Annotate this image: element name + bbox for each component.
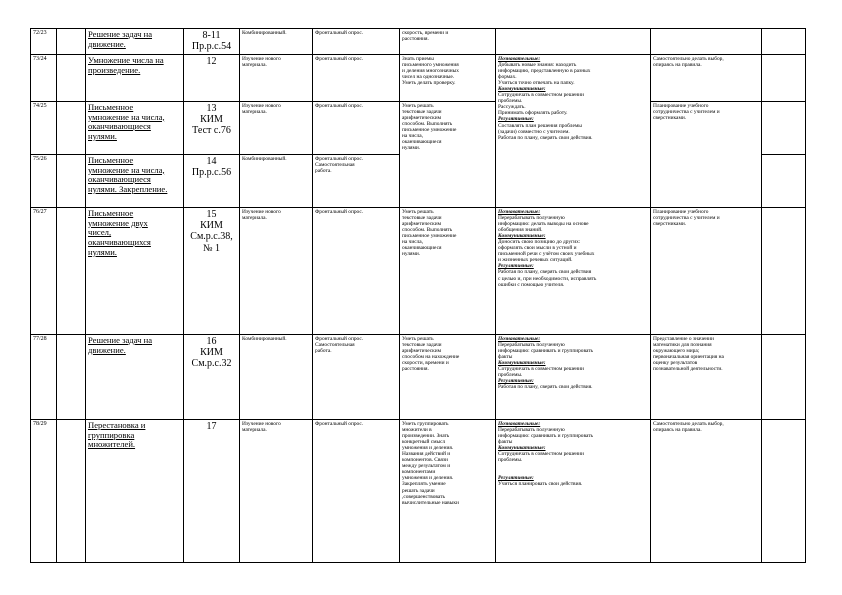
cell-line: письменное умножение [402, 127, 457, 134]
cell-line: окружающего мира; [653, 348, 700, 355]
cell-line: Планирование учебного [653, 103, 709, 109]
cell-line: опираясь на правила. [653, 62, 702, 69]
lesson-topic [86, 335, 184, 420]
control-form [313, 155, 400, 208]
cell-line: Закреплять умение [402, 481, 446, 488]
lesson-topic [86, 102, 184, 155]
cell-line: способом. Выполнять [402, 121, 453, 128]
uud-results [496, 420, 651, 563]
uud-heading: Регулятивные: [498, 475, 534, 482]
cell-line: Составлять план решения проблемы [498, 122, 582, 129]
cell-line: КИМ [200, 114, 223, 126]
cell-line: расстояния. [402, 36, 429, 43]
cell-line: оканчивающиеся [88, 174, 151, 185]
cell-line: Изучение нового [242, 421, 281, 427]
cell-line: произведении. Знать [402, 433, 450, 440]
cell-line: материала. [242, 215, 267, 222]
cell-line: проблемы. [498, 372, 523, 379]
uud-results [496, 208, 651, 335]
lesson-type [240, 335, 313, 420]
cell-line: Планирование учебного [653, 209, 709, 215]
cell-line: нулями. Закрепление. [88, 183, 168, 194]
cell-line: Уметь делать проверку. [402, 80, 456, 87]
cell-line: № 1 [202, 242, 221, 254]
cell-line: ,совершенствовать [402, 493, 445, 500]
cell-line: арифметическим [402, 348, 442, 355]
personal-results [651, 335, 762, 420]
lesson-reference [184, 29, 240, 55]
cell-line: факты [498, 354, 513, 361]
subject-results [400, 420, 496, 563]
cell-line: Изучение нового [242, 103, 281, 109]
cell-line: См.р.с.32 [191, 358, 232, 370]
cell-line: группировка [88, 429, 135, 440]
cell-line: материала. [242, 109, 267, 116]
control-form [313, 420, 400, 563]
lesson-number: 77/28 [31, 335, 57, 420]
uud-heading: Коммуникативные: [498, 360, 546, 367]
cell-line: арифметическим [402, 221, 442, 228]
cell-line: текстовые задачи [402, 215, 442, 222]
cell-line: 14 [206, 156, 217, 167]
blank-cell [762, 335, 806, 420]
control-form [313, 102, 400, 155]
cell-line: Рассуждать. [498, 104, 526, 111]
lesson-type [240, 29, 313, 55]
cell-line: между результатом и [402, 463, 451, 470]
cell-line: сотрудничества с учителем и [653, 109, 720, 116]
cell-line: Фронтальный опрос. [315, 103, 364, 109]
cell-line: письменное умножение [402, 233, 457, 240]
uud-results [496, 29, 651, 55]
subject-results [400, 208, 496, 335]
cell-line: письменной речи с учётом своих учебных [498, 251, 595, 258]
cell-line: умножения и деления. [402, 475, 454, 482]
lesson-topic [86, 155, 184, 208]
cell-line: 13 [206, 103, 217, 114]
personal-results [651, 55, 762, 102]
cell-line: 16 [206, 336, 217, 347]
blank-cell [762, 420, 806, 563]
lesson-type [240, 55, 313, 102]
cell-line: нулями. [402, 251, 421, 258]
cell-line: сверстниками. [653, 115, 687, 122]
cell-line: работа. [315, 348, 332, 355]
cell-line: Фронтальный опрос. [315, 209, 364, 215]
cell-line: движение. [88, 38, 126, 49]
lesson-reference [184, 102, 240, 155]
cell-line: Работая по плану, сверять свои действия [498, 269, 592, 276]
uud-heading: Коммуникативные: [498, 445, 546, 452]
table-row [31, 102, 806, 155]
lesson-reference [184, 55, 240, 102]
cell-line: Самостоятельная [315, 162, 355, 169]
cell-line: Комбинированный. [242, 30, 287, 36]
cell-line: скорости, времени и [402, 360, 449, 367]
table-row [31, 55, 806, 102]
control-form [313, 335, 400, 420]
lesson-topic [86, 420, 184, 563]
blank-cell [57, 102, 86, 155]
cell-line: информацию: сравнивать и группировать [498, 433, 594, 440]
cell-line: на числа, [402, 133, 424, 140]
cell-line: решать задачи [402, 487, 435, 494]
lesson-topic [86, 29, 184, 55]
cell-line: расстояния. [402, 366, 429, 373]
cell-line: конкретный смысл [402, 439, 446, 446]
cell-line: Перерабатывать полученную [498, 427, 565, 434]
cell-line: Сотрудничать в совместном решении [498, 451, 584, 458]
cell-line: Перерабатывать полученную [498, 342, 565, 349]
cell-line: чисел, [88, 227, 112, 238]
cell-line: Умножение числа на [88, 55, 164, 65]
personal-results [651, 208, 762, 335]
lesson-type [240, 208, 313, 335]
blank-cell [57, 29, 86, 55]
cell-line: способом. Выполнять [402, 227, 453, 234]
cell-line: Пр.р.с.54 [191, 41, 232, 53]
blank-cell [762, 208, 806, 335]
table-row [31, 29, 806, 55]
cell-line: Представление о значении [653, 336, 714, 342]
control-form [313, 55, 400, 102]
cell-line: информацию: сравнивать и группировать [498, 348, 594, 355]
cell-line: обобщения знаний. [498, 227, 543, 234]
cell-line: Добывать новые знания: находить [498, 62, 577, 69]
cell-line: Уметь решать [402, 103, 434, 109]
subject-results [400, 29, 496, 55]
lesson-reference [184, 155, 240, 208]
cell-line: и жизненных речевых ситуаций. [498, 257, 573, 264]
cell-line: материала. [242, 427, 267, 434]
lesson-type [240, 102, 313, 155]
control-form [313, 208, 400, 335]
cell-line: 8-11 [202, 30, 221, 41]
cell-line: Уметь решать [402, 209, 434, 215]
cell-line: Уметь решать [402, 336, 434, 342]
cell-line: компонентов. Связи [402, 457, 448, 464]
cell-line: информацию: делать выводы на основе [498, 221, 589, 228]
lesson-reference [184, 335, 240, 420]
lesson-topic [86, 55, 184, 102]
cell-line: информацию, представленную в разных [498, 68, 591, 75]
cell-line: сотрудничества с учителем и [653, 215, 720, 222]
cell-line: нулями. [88, 246, 117, 257]
cell-line: Знать приемы [402, 56, 434, 62]
cell-line: проблемы. [498, 457, 523, 464]
cell-line: оканчивающиеся [402, 139, 442, 146]
lesson-plan-table [30, 28, 806, 563]
cell-line: скорость, времени и [402, 30, 449, 36]
cell-line: с целью и, при необходимости, исправлять [498, 275, 597, 282]
cell-line: текстовые задачи [402, 342, 442, 349]
cell-line: Работая по плану, сверять свои действия. [498, 134, 593, 141]
lesson-number: 73/24 [31, 55, 57, 102]
cell-line: вычислительные навыки [402, 499, 459, 506]
lesson-number: 76/27 [31, 208, 57, 335]
subject-results [400, 55, 496, 102]
cell-line: Фронтальный опрос. [315, 336, 364, 342]
cell-line: Письменное [88, 208, 134, 218]
cell-line: Фронтальный опрос. [315, 56, 364, 62]
cell-line: Изучение нового [242, 209, 281, 215]
cell-line: формах. [498, 74, 517, 81]
lesson-number: 74/25 [31, 102, 57, 155]
cell-line: КИМ [200, 220, 223, 232]
cell-line: произведение. [88, 64, 141, 75]
uud-heading: Коммуникативные: [498, 86, 546, 93]
table-row [31, 335, 806, 420]
lesson-reference [184, 208, 240, 335]
subject-results [400, 335, 496, 420]
cell-line: Письменное [88, 102, 134, 112]
cell-line: письменного умножения [402, 62, 459, 69]
uud-results [496, 335, 651, 420]
uud-results [496, 55, 651, 208]
blank-cell [57, 155, 86, 208]
cell-line: Фронтальный опрос. [315, 421, 364, 427]
uud-heading: Познавательные: [498, 336, 541, 342]
cell-line: Фронтальный опрос. [315, 30, 364, 36]
blank-cell [57, 420, 86, 563]
lesson-type [240, 155, 313, 208]
uud-heading: Познавательные: [498, 421, 541, 427]
cell-line: Решение задач на [88, 335, 153, 345]
cell-line: Пр.р.с.56 [191, 167, 232, 179]
uud-heading: Регулятивные: [498, 263, 534, 270]
cell-line: множители в [402, 427, 432, 434]
cell-line: и деления многозначных [402, 68, 459, 75]
cell-line: чисел на однозначные. [402, 74, 455, 81]
lesson-type [240, 420, 313, 563]
uud-heading: Регулятивные: [498, 378, 534, 385]
control-form [313, 29, 400, 55]
cell-line: способом на нахождение [402, 354, 460, 361]
cell-line: движение. [88, 344, 126, 355]
cell-line: 12 [206, 56, 217, 67]
cell-line: умножение на числа, [88, 164, 165, 175]
personal-results [651, 29, 762, 55]
cell-line: оценку результатов [653, 360, 698, 367]
cell-line: Учиться точно отвечать на папку. [498, 80, 575, 87]
cell-line: умножение двух [88, 217, 148, 228]
cell-line: нулями. [402, 145, 421, 152]
cell-line: опираясь на правила. [653, 427, 702, 434]
cell-line: оканчивающихся [88, 236, 151, 247]
cell-line: ошибки с помощью учителя. [498, 281, 565, 288]
cell-line: Комбинированный. [242, 336, 287, 342]
table-row [31, 208, 806, 335]
blank-cell [57, 335, 86, 420]
lesson-reference [184, 420, 240, 563]
lesson-topic [86, 208, 184, 335]
cell-line: на числа, [402, 239, 424, 246]
cell-line: См.р.с.38, [190, 231, 233, 243]
cell-line: Письменное [88, 155, 134, 165]
lesson-number: 78/29 [31, 420, 57, 563]
cell-line: Изучение нового [242, 56, 281, 62]
cell-line: первоначальная ориентация на [653, 354, 724, 361]
cell-line: нулями. [88, 130, 117, 141]
blank-cell [762, 29, 806, 55]
cell-line: 17 [206, 421, 217, 432]
cell-line: Комбинированный. [242, 156, 287, 162]
cell-line: работа. [315, 168, 332, 175]
lesson-number: 75/26 [31, 155, 57, 208]
cell-line: Учиться планировать свои действия. [498, 481, 583, 488]
cell-line: Работая по плану, сверять свои действия. [498, 384, 593, 391]
cell-line: оформлять свои мысли в устной и [498, 245, 577, 252]
cell-line: 15 [206, 209, 217, 220]
cell-line: Уметь группировать [402, 421, 449, 427]
cell-line: познавательной деятельности. [653, 366, 723, 373]
cell-line: умножение на числа, [88, 111, 165, 122]
cell-line: Самостоятельно делать выбор, [653, 56, 724, 62]
cell-line: Перерабатывать полученную [498, 215, 565, 222]
cell-line: Самостоятельная [315, 342, 355, 349]
personal-results [651, 102, 762, 208]
lesson-number: 72/23 [31, 29, 57, 55]
cell-line: Принимать оформлять работу. [498, 110, 568, 117]
uud-heading: Регулятивные: [498, 116, 534, 123]
cell-line: КИМ [200, 347, 223, 359]
cell-line: (задачи) совместно с учителем. [498, 128, 570, 135]
cell-line: Сотрудничать в совместном решении [498, 366, 584, 373]
uud-heading: Познавательные: [498, 209, 541, 215]
blank-cell [762, 155, 806, 208]
blank-cell [57, 55, 86, 102]
cell-line: Самостоятельно делать выбор, [653, 421, 724, 427]
uud-heading: Познавательные: [498, 56, 541, 62]
cell-line: факты [498, 439, 513, 446]
blank-cell [57, 208, 86, 335]
cell-line: множителей. [88, 439, 136, 450]
cell-line: материала. [242, 62, 267, 69]
uud-heading: Коммуникативные: [498, 233, 546, 240]
cell-line: проблемы. [498, 98, 523, 105]
blank-cell [762, 102, 806, 155]
cell-line: умножения и деления. [402, 445, 454, 452]
cell-line: сверстниками. [653, 221, 687, 228]
cell-line: оканчивающиеся [88, 121, 151, 132]
cell-line: Фронтальный опрос. [315, 156, 364, 162]
personal-results [651, 420, 762, 563]
cell-line: Перестановка и [88, 420, 146, 430]
cell-line: оканчивающиеся [402, 245, 442, 252]
cell-line: компонентами [402, 469, 436, 476]
cell-line: Названия действий и [402, 451, 451, 458]
blank-cell [762, 55, 806, 102]
subject-results [400, 102, 496, 208]
cell-line: арифметическим [402, 115, 442, 122]
cell-line: математики для познания [653, 342, 712, 349]
cell-line: Сотрудничать в совместном решении [498, 92, 584, 99]
cell-line: текстовые задачи [402, 109, 442, 116]
cell-line: Решение задач на [88, 29, 153, 39]
table-row [31, 420, 806, 563]
cell-line: Тест с.76 [192, 125, 231, 137]
cell-line: Доносить свою позицию до других: [498, 239, 581, 246]
